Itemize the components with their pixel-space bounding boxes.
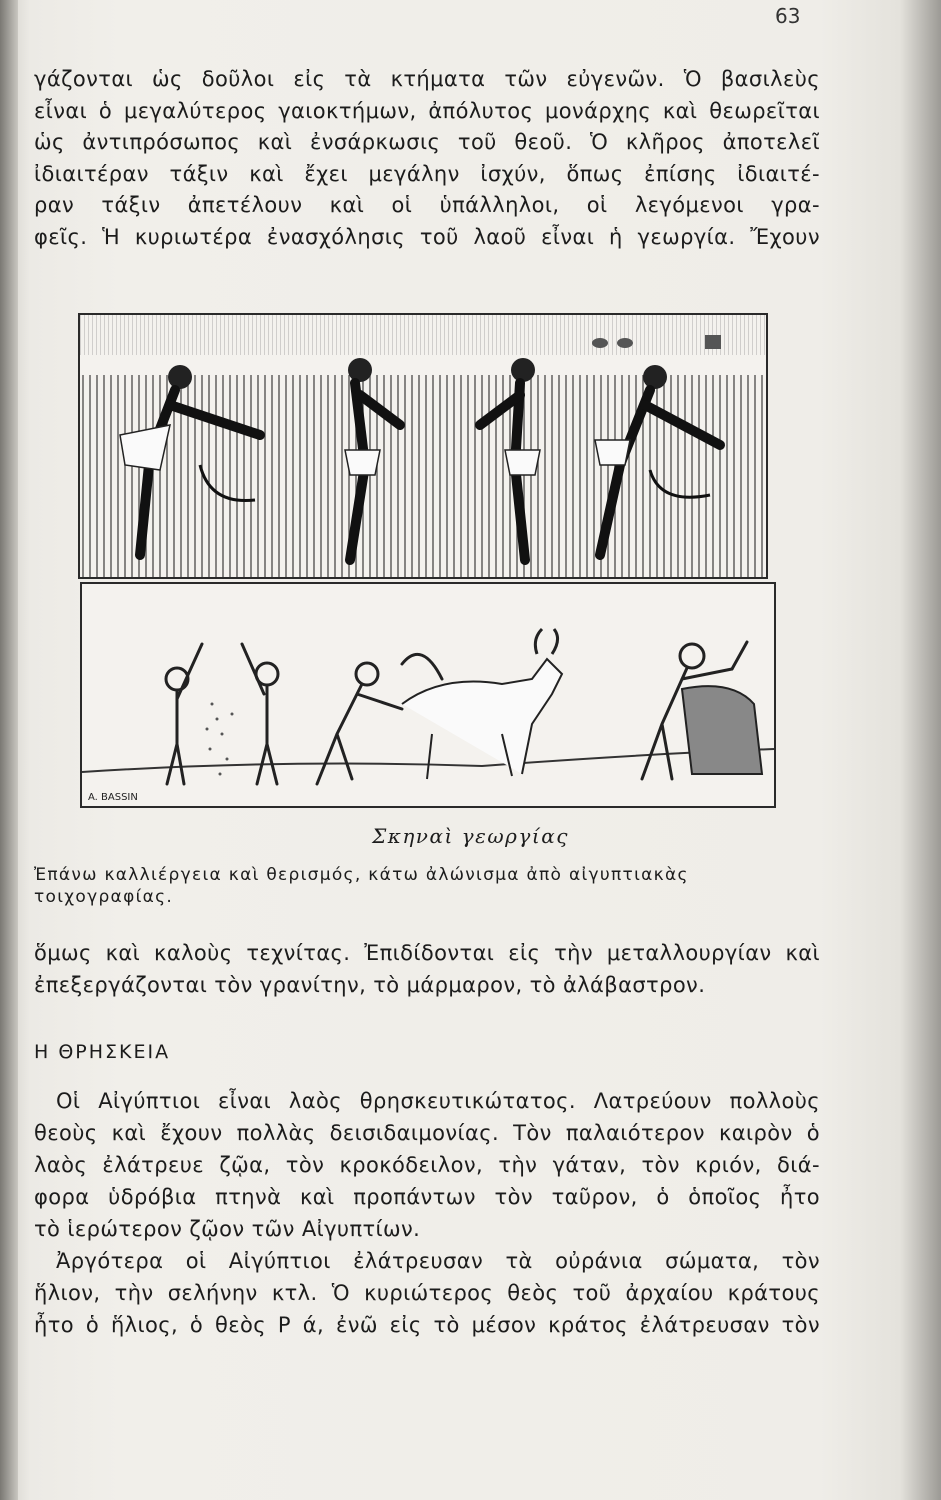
top-paragraph xyxy=(34,64,820,253)
religion-paragraph-1 xyxy=(34,1085,820,1245)
text-line: ἐπεξεργάζονται τὸν γρανίτην, τὸ μάρμαρον, τὸ ἀλάβαστρον. xyxy=(34,972,706,997)
page-number: 63 xyxy=(775,4,801,28)
threshing-illustration xyxy=(80,582,776,808)
text-line: λαὸς ἐλάτρευε ζῷα, τὸν κροκόδειλον, τὴν γάταν, τὸν κριόν, διά- xyxy=(34,1153,820,1177)
text-line: ἦτο ὁ ἥλιος, ὁ θεὸς Ρ ά, ἐνῶ εἰς τὸ μέσον κράτος ἐλάτρευσαν τὸν xyxy=(34,1313,820,1337)
text-line: ὅμως καὶ καλοὺς τεχνίτας. Ἐπιδίδονται εἰς τὴν μεταλλουργίαν καὶ xyxy=(34,941,820,965)
religion-section xyxy=(34,1085,820,1341)
page-gutter-edge xyxy=(0,0,18,1500)
figure-caption-title: Σκηναὶ γεωργίας xyxy=(372,824,569,848)
text-line: φορα ὑδρόβια πτηνὰ καὶ προπάντων τὸν ταῦρον, ὁ ὁποῖος ἦτο xyxy=(34,1185,820,1209)
section-heading: Η ΘΡΗΣΚΕΙΑ xyxy=(34,1041,171,1063)
text-line: Οἱ Αἰγύπτιοι εἶναι λαὸς θρησκευτικώτατος. Λατρεύουν πολλοὺς xyxy=(56,1089,820,1113)
text-line: φεῖς. Ἡ κυριωτέρα ἐνασχόλησις τοῦ λαοῦ εἶναι ἡ γεωργία. Ἔχουν xyxy=(34,224,820,249)
religion-paragraph-2 xyxy=(34,1245,820,1341)
text-line: ἰδιαιτέραν τάξιν καὶ ἔχει μεγάλην ἰσχύν, ὅπως ἐπίσης ἰδιαιτέ- xyxy=(34,161,820,186)
text-line: ὡς ἀντιπρόσωπος καὶ ἐνσάρκωσις τοῦ θεοῦ. Ὁ κλῆρος ἀποτελεῖ xyxy=(34,130,820,154)
text-line: ραν τάξιν ἀπετέλουν καὶ οἱ ὑπάλληλοι, οἱ λεγόμενοι γρα- xyxy=(34,193,820,217)
text-line: ἥλιον, τὴν σελήνην κτλ. Ὁ κυριώτερος θεὸς τοῦ ἀρχαίου κράτους xyxy=(34,1281,820,1305)
text-line: τὸ ἱερώτερον ζῷον τῶν Αἰγυπτίων. xyxy=(34,1217,421,1241)
text-line: θεοὺς καὶ ἔχουν πολλὰς δεισιδαιμονίας. Τὸν παλαιότερον καιρὸν ὁ xyxy=(34,1121,820,1145)
text-line: εἶναι ὁ μεγαλύτερος γαιοκτήμων, ἀπόλυτος μονάρχης καὶ θεωρεῖται xyxy=(34,98,820,123)
middle-paragraph xyxy=(34,938,820,1001)
harvest-illustration xyxy=(78,313,768,579)
text-line: Ἀργότερα οἱ Αἰγύπτιοι ἐλάτρευσαν τὰ οὐράνια σώματα, τὸν xyxy=(56,1249,820,1273)
figure-caption-text: Ἐπάνω καλλιέργεια καὶ θερισμός, κάτω ἀλώνισμα ἀπὸ αἰγυπτιακὰς τοιχογραφίας. xyxy=(34,865,689,907)
artist-signature: A. BASSIN xyxy=(88,792,138,803)
text-line: γάζονται ὡς δοῦλοι εἰς τὰ κτήματα τῶν εὐγενῶν. Ὁ βασιλεὺς xyxy=(34,67,820,91)
